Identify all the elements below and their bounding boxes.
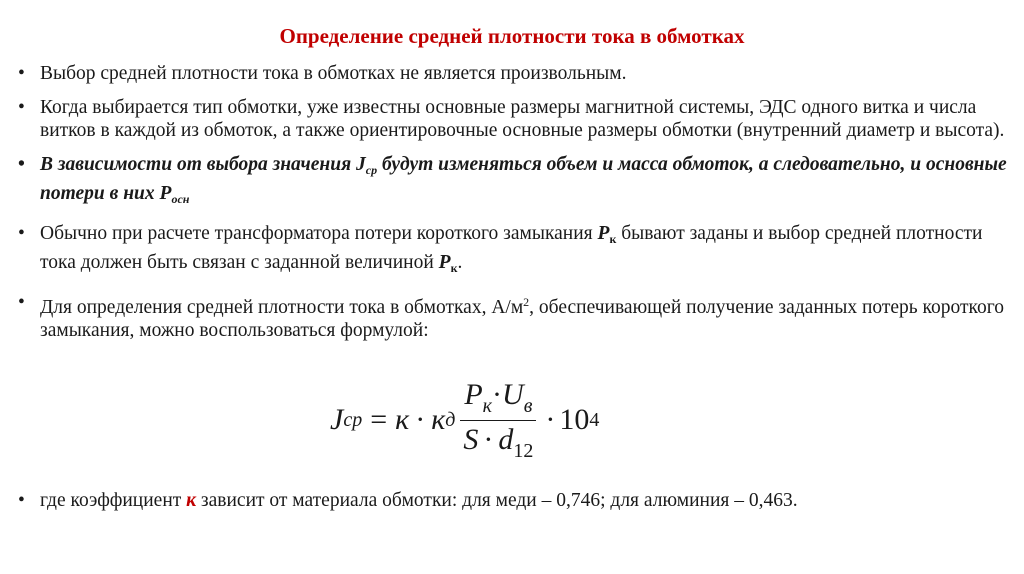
bullet-text: Выбор средней плотности тока в обмотках не является произвольным. — [40, 63, 627, 84]
formula-fraction — [459, 378, 537, 463]
symbol-j: J — [356, 154, 366, 175]
formula-den-dot: · — [483, 422, 494, 456]
symbol-pk: P — [597, 223, 610, 244]
symbol-pk: P — [438, 252, 451, 273]
formula-lhs: J — [330, 403, 344, 436]
formula-num-p: P — [464, 377, 483, 411]
list-item-coefficient-note — [14, 489, 1024, 512]
formula-den-s: S — [463, 422, 479, 456]
list-item — [14, 62, 1014, 85]
formula-den-d: d — [498, 422, 514, 456]
bullet-marker: • — [18, 63, 25, 84]
formula-num-p-subscript: к — [482, 394, 493, 417]
formula-coefficient-k: к — [395, 403, 410, 436]
formula-power-exponent: 4 — [589, 408, 600, 431]
formula-num-u: U — [502, 377, 524, 411]
slide-title: Определение средней плотности тока в обмотках — [279, 24, 745, 48]
bullet-text-part: будут изменяться объем и масса обмоток, а следовательно, и основные потери в них — [40, 154, 1007, 204]
symbol-j-subscript: ср — [365, 163, 378, 177]
formula-num-dot: · — [492, 377, 503, 411]
symbol-p-subscript: осн — [171, 192, 190, 206]
bullet-marker: • — [18, 223, 25, 244]
formula-num-u-subscript: в — [523, 394, 533, 417]
list-item-emphasis — [14, 153, 1014, 211]
bullet-text: Когда выбирается тип обмотки, уже известны основные размеры магнитной системы, ЭДС одного витка и числа витков в каждой из обмоток, а также ориентировочные основные размеры обмотки (внутренний диаметр и высота). — [40, 97, 1005, 141]
formula-numerator — [460, 378, 536, 421]
bullet-text-part: зависит от материала обмотки: для меди – 0,746; для алюминия – 0,463. — [196, 490, 798, 511]
formula-coefficient-kd: к — [431, 403, 446, 436]
period: . — [457, 252, 463, 273]
bullet-marker: • — [18, 97, 25, 118]
symbol-pk-subscript: к — [450, 261, 458, 275]
bullet-text-part: , обеспечивающей получение заданных потерь короткого замыкания, можно воспользоваться формулой: — [40, 297, 1005, 341]
formula-denominator — [459, 421, 537, 463]
bullet-marker: • — [18, 292, 25, 313]
formula-coefficient-kd-subscript: д — [445, 408, 456, 431]
formula-lhs-subscript: ср — [343, 408, 363, 431]
list-item — [14, 96, 1014, 142]
formula-power-base: 10 — [559, 403, 590, 436]
formula-dot: · — [415, 403, 426, 436]
list-item — [14, 291, 1014, 342]
symbol-pk-subscript: к — [609, 232, 617, 246]
current-density-formula — [330, 377, 600, 462]
bullet-text-part: В зависимости от выбора значения — [40, 154, 356, 175]
bullet-marker: • — [18, 154, 25, 175]
formula-den-d-subscript: 12 — [513, 439, 534, 462]
bullet-text-part: где коэффициент — [40, 490, 187, 511]
formula-dot: · — [545, 403, 556, 436]
bullet-text-part: Для определения средней плотности тока в обмотках, А/м — [40, 297, 524, 318]
coefficient-k-symbol: к — [186, 490, 197, 511]
list-item — [14, 222, 1014, 280]
bullet-list — [14, 62, 1014, 353]
bullet-text-part: Обычно при расчете трансформатора потери короткого замыкания — [40, 223, 598, 244]
unit-exponent: 2 — [523, 295, 530, 309]
formula-equals: = — [370, 403, 388, 436]
bullet-marker: • — [18, 490, 25, 511]
symbol-p: P — [159, 183, 172, 204]
bullet-text-part: бывают заданы и выбор средней плотности тока должен быть связан с заданной величиной — [40, 223, 983, 273]
